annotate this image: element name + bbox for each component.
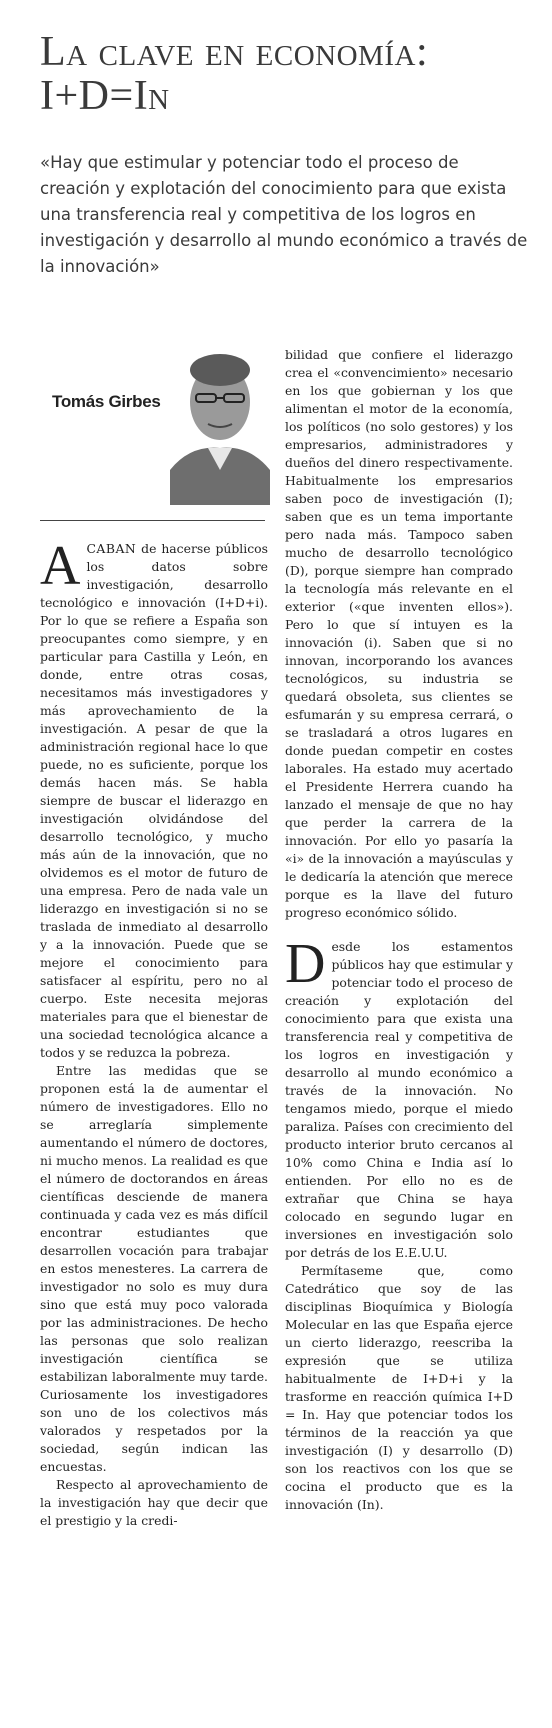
paragraph: Permítaseme que, como Catedrático que soy de las disciplinas Bioquímica y Biología Molecular en las que España ejerce un cierto liderazgo, reescriba la expresión que se utiliza habitualmente de I+D+i y la trasforme en reacción química I+D = In. Hay que potenciar todos los términos de la reacción ya que investigación (I) y desarrollo (D) son los reactivos con los que se cocina el producto que es la innovación (In). [285, 1263, 513, 1512]
paragraph: Entre las medidas que se proponen está la de aumentar el número de investigadores. Ello no se arreglaría simplemente aumentando el número de doctores, ni mucho menos. La realidad es que el número de doctorandos en áreas científicas desciende de manera continuada y cada vez es más difícil encontrar estudiantes que desarrollen vocación para trabajar en estos menesteres. La carrera de investigador no solo es muy dura sino que está muy poco valorada por las administraciones. De hecho las personas que solo realizan investigación científica se estabilizan laboralmente muy tarde. Curiosamente los investigadores son uno de los colectivos más valorados y respetados por la sociedad, según indican las encuestas. [40, 1063, 268, 1474]
drop-cap: D [285, 933, 326, 995]
paragraph [285, 933, 513, 1262]
author-name: Tomás Girbes [52, 392, 161, 411]
article-column-2 [285, 346, 513, 1514]
paragraph-text: esde los estamentos públicos hay que estimular y potenciar todo el proceso de creación y explotación del conocimiento para que exista una transferencia real y competitiva de los logros en investigación y desarrollo al mundo económico a través de la innovación. No tengamos miedo, porque el miedo paraliza. Países con crecimiento del producto interior bruto cercanos al 10% como China e India así lo entienden. Por ello no es de extrañar que China se haya colocado en segundo lugar en inversiones en investigación solo por detrás de los E.E.U.U. [285, 939, 513, 1260]
paragraph: bilidad que confiere el liderazgo crea el «convencimiento» necesario en los que gobiernan y los que alimentan el motor de la economía, los políticos (no solo gestores) y los empresarios, administradores y dueños del dinero respectivamente. Habitualmente los empresarios saben poco de investigación (I); saben que es un tema importante pero nada más. Tampoco saben mucho de desarrollo tecnológico (D), porque siempre han comprado la tecnología más relevante en el exterior («que inventen ellos»). Pero lo que sí intuyen es la innovación (i). Saben que si no innovan, incorporando los avances tecnológicos, su industria se quedará obsoleta, sus clientes se esfumarán y su empresa cerrará, o se trasladará a otros lugares en donde puedan competir en costes laborales. Ha estado muy acertado el Presidente Herrera cuando ha lanzado el mensaje de que no hay que perder la carrera de la innovación. Por ello yo pasaría la «i» de la innovación a mayúsculas y le dedicaría la atención que merece porque es la llave del futuro progreso económico sólido. [285, 347, 513, 920]
byline-divider [40, 520, 265, 521]
lead-in: CABAN [86, 541, 137, 556]
drop-cap: A [40, 535, 81, 597]
article-title [40, 30, 520, 118]
title-line-1: La clave en economía: [40, 29, 429, 75]
author-photo [170, 340, 270, 505]
paragraph: Respecto al aprovechamiento de la investigación hay que decir que el prestigio y la credi- [40, 1477, 268, 1528]
paragraph [40, 535, 268, 1062]
paragraph-text: de hacerse públicos los datos sobre investigación, desarrollo tecnológico e innovación (I+D+i). Por lo que se refiere a España son preocupantes como siempre, y en particular para Castilla y León, en donde, entre otras cosas, necesitamos más investigadores y más aprovechamiento de la investigación. A pesar de que la administración regional hace lo que puede, no es suficiente, porque los demás hacen más. Se habla siempre de buscar el liderazgo en investigación olvidándose del desarrollo tecnológico, y mucho más aún de la innovación, que no olvidemos es el motor de futuro de una empresa. Pero de nada vale un liderazgo en investigación si no se traslada de inmediato al desarrollo y a la innovación. Puede que se mejore el conocimiento para satisfacer al espíritu, pero no al cuerpo. Este necesita mejoras materiales para que el bienestar de una sociedad tecnológica alcance a todos y se reduzca la pobreza. [40, 541, 268, 1060]
byline [40, 340, 270, 510]
article-column-1 [40, 535, 268, 1530]
article-dek: «Hay que estimular y potenciar todo el proceso de creación y explotación del conocimiento para que exista una transferencia real y competitiva de los logros en investigación y desarrollo al mundo económico a través de la innovación» [40, 153, 528, 276]
title-line-2: I+D=In [40, 73, 170, 119]
